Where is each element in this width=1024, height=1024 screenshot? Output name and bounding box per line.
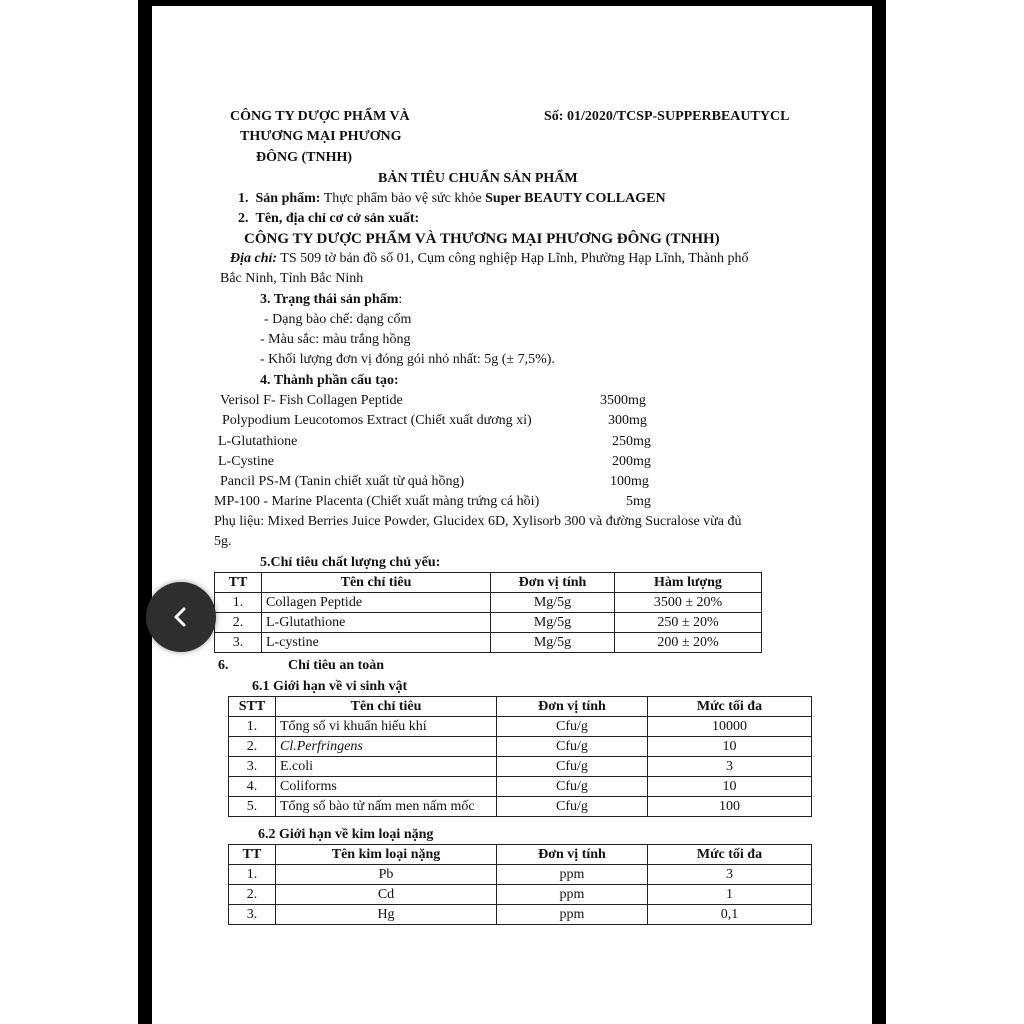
back-button[interactable] — [146, 582, 216, 652]
column-header: Tên kim loại nặng — [276, 845, 497, 865]
address-line1 — [230, 250, 748, 268]
address-line2: Bắc Ninh, Tỉnh Bắc Ninh — [220, 271, 364, 286]
address-text: TS 509 tờ bản đồ số 01, Cụm công nghiệp Hạp Lĩnh, Phường Hạp Lĩnh, Thành phố — [277, 251, 749, 266]
table-cell: Cfu/g — [497, 717, 648, 737]
column-header: Mức tối đa — [648, 845, 812, 865]
section-2-number: 2. — [238, 211, 249, 226]
heavy-metals-table — [228, 844, 812, 925]
section-5-heading: 5.Chỉ tiêu chất lượng chủ yếu: — [260, 555, 441, 570]
table-cell: 3 — [648, 865, 812, 885]
table-cell: 1. — [229, 717, 276, 737]
table-cell: Cfu/g — [497, 777, 648, 797]
table-row — [229, 865, 812, 885]
microbiology-table — [228, 696, 812, 817]
table-cell: 10 — [648, 777, 812, 797]
section-1 — [238, 190, 666, 208]
ingredient-amount: 250mg — [612, 434, 651, 449]
table-cell: 2. — [229, 885, 276, 905]
document-number: Số: 01/2020/TCSP-SUPPERBEAUTYCL — [544, 109, 790, 124]
table-row — [229, 797, 812, 817]
table-cell: ppm — [497, 885, 648, 905]
ingredient-name: MP-100 - Marine Placenta (Chiết xuất màng trứng cá hồi) — [214, 494, 540, 509]
table-cell: Mg/5g — [491, 633, 615, 653]
table-cell: 3 — [648, 757, 812, 777]
table-row — [215, 593, 762, 613]
column-header: TT — [215, 573, 262, 593]
column-header: Mức tối đa — [648, 697, 812, 717]
viewer-frame-left — [138, 0, 152, 1024]
product-weight: - Khối lượng đơn vị đóng gói nhỏ nhất: 5g (± 7,5%). — [260, 352, 555, 367]
table-cell: L-Glutathione — [262, 613, 491, 633]
table-cell: 3. — [229, 905, 276, 925]
microbiology-heading: 6.1 Giới hạn về vi sinh vật — [252, 679, 408, 694]
section-3-heading — [260, 291, 402, 309]
table-cell: Hg — [276, 905, 497, 925]
table-cell: 0,1 — [648, 905, 812, 925]
table-row — [215, 613, 762, 633]
table-cell: 1 — [648, 885, 812, 905]
table-cell: Mg/5g — [491, 613, 615, 633]
table-cell: Collagen Peptide — [262, 593, 491, 613]
table-row — [229, 885, 812, 905]
section-6-number: 6. — [218, 658, 229, 673]
section-6-heading: Chỉ tiêu an toàn — [288, 658, 385, 673]
ingredient-amount: 3500mg — [600, 393, 646, 408]
product-form: - Dạng bào chế: dạng cốm — [264, 312, 412, 327]
column-header: Đơn vị tính — [491, 573, 615, 593]
ingredient-amount: 100mg — [610, 474, 649, 489]
table-header-row — [229, 845, 812, 865]
table-header-row — [229, 697, 812, 717]
table-cell: 3. — [215, 633, 262, 653]
table-cell: Cl.Perfringens — [276, 737, 497, 757]
section-1-label: Sản phẩm: — [255, 191, 321, 206]
table-cell: Cfu/g — [497, 737, 648, 757]
company-name-line1: CÔNG TY DƯỢC PHẨM VÀ — [230, 109, 410, 124]
column-header: Đơn vị tính — [497, 845, 648, 865]
ingredient-name: L-Cystine — [218, 454, 274, 469]
ingredient-amount: 300mg — [608, 413, 647, 428]
table-row — [229, 737, 812, 757]
table-row — [229, 777, 812, 797]
section-4-heading: 4. Thành phần cấu tạo: — [260, 373, 399, 388]
ingredient-amount: 200mg — [612, 454, 651, 469]
table-row — [229, 757, 812, 777]
table-row — [229, 717, 812, 737]
company-name-line3: ĐÔNG (TNHH) — [256, 150, 353, 165]
ingredient-name: Pancil PS-M (Tanin chiết xuất từ quả hồng) — [220, 474, 465, 489]
table-cell: 5. — [229, 797, 276, 817]
quality-table — [214, 572, 762, 653]
manufacturer-name: CÔNG TY DƯỢC PHẨM VÀ THƯƠNG MẠI PHƯƠNG ĐÔNG (TNHH) — [244, 231, 720, 247]
column-header: TT — [229, 845, 276, 865]
table-cell: Mg/5g — [491, 593, 615, 613]
table-cell: 4. — [229, 777, 276, 797]
table-row — [215, 633, 762, 653]
table-cell: 1. — [215, 593, 262, 613]
table-cell: Tổng số bào tử nấm men nấm mốc — [276, 797, 497, 817]
ingredient-name: Verisol F- Fish Collagen Peptide — [220, 393, 403, 408]
table-cell: 3. — [229, 757, 276, 777]
table-cell: 200 ± 20% — [615, 633, 762, 653]
document-page — [152, 6, 872, 1024]
section-2-label: Tên, địa chỉ cơ cở sản xuất: — [255, 211, 420, 226]
table-cell: L-cystine — [262, 633, 491, 653]
section-1-number: 1. — [238, 191, 249, 206]
table-cell: 3500 ± 20% — [615, 593, 762, 613]
table-cell: 250 ± 20% — [615, 613, 762, 633]
table-cell: 10000 — [648, 717, 812, 737]
table-cell: Cfu/g — [497, 797, 648, 817]
section-2 — [238, 210, 419, 228]
product-color: - Màu sắc: màu trắng hồng — [260, 332, 411, 347]
table-cell: 100 — [648, 797, 812, 817]
table-cell: 10 — [648, 737, 812, 757]
excipients-line1: Phụ liệu: Mixed Berries Juice Powder, Glucidex 6D, Xylisorb 300 và đường Sucralose vừa đủ — [214, 514, 742, 529]
column-header: STT — [229, 697, 276, 717]
ingredient-name: L-Glutathione — [218, 434, 298, 449]
table-cell: Cfu/g — [497, 757, 648, 777]
column-header: Đơn vị tính — [497, 697, 648, 717]
viewer-frame-right — [872, 0, 886, 1024]
chevron-left-icon — [167, 603, 195, 631]
ingredient-amount: 5mg — [626, 494, 651, 509]
table-header-row — [215, 573, 762, 593]
table-row — [229, 905, 812, 925]
heavy-metals-heading: 6.2 Giới hạn về kim loại nặng — [258, 827, 434, 842]
table-cell: ppm — [497, 865, 648, 885]
ingredient-name: Polypodium Leucotomos Extract (Chiết xuất dương xỉ) — [222, 413, 532, 428]
document-title: BẢN TIÊU CHUẨN SẢN PHẨM — [378, 171, 578, 186]
column-header: Tên chỉ tiêu — [262, 573, 491, 593]
table-cell: ppm — [497, 905, 648, 925]
table-cell: 2. — [229, 737, 276, 757]
excipients-line2: 5g. — [214, 534, 232, 549]
address-label: Địa chỉ: — [230, 251, 278, 266]
table-cell: 1. — [229, 865, 276, 885]
product-name: Super BEAUTY COLLAGEN — [485, 191, 666, 206]
section-1-text: Thực phẩm bảo vệ sức khỏe — [320, 191, 486, 206]
table-cell: Cd — [276, 885, 497, 905]
section-3-heading-text: 3. Trạng thái sản phẩm — [260, 292, 399, 307]
table-cell: E.coli — [276, 757, 497, 777]
section-3-heading-colon: : — [398, 292, 403, 307]
column-header: Hàm lượng — [615, 573, 762, 593]
table-cell: 2. — [215, 613, 262, 633]
table-cell: Coliforms — [276, 777, 497, 797]
column-header: Tên chỉ tiêu — [276, 697, 497, 717]
table-cell: Tổng số vi khuẩn hiếu khí — [276, 717, 497, 737]
table-cell: Pb — [276, 865, 497, 885]
company-name-line2: THƯƠNG MẠI PHƯƠNG — [240, 129, 402, 144]
